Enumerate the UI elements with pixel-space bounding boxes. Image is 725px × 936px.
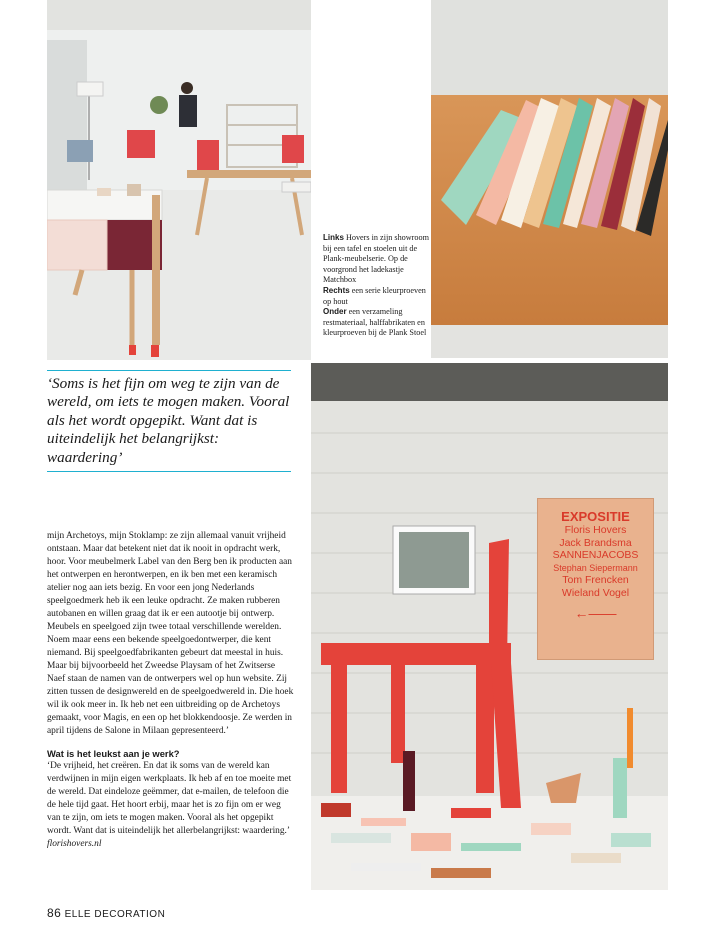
- caption-label-bottom: Onder: [323, 307, 347, 317]
- website-link[interactable]: florishovers.nl: [47, 839, 102, 849]
- body-paragraph: Meubels en speelgoed zijn twee totaal verschillende werelden. Noem maar eens een bekende speelgoedontwerper, die kent niemand. Bij speelgoedfabrikanten gebeurt dat meestal in huis. Maar bij bijvoorbeeld het Zweedse Playsam of het Zwitserse Naef staan de namen van de ontwerpers wel op hun website. Zij zitten tussen de designwereld en de speelgoedwereld in. Die hoek wil ik ook meer in. Ik heb net een uitbreiding op de Archetoys gemaakt, voor Magis, en een op het blokkendoosje. Ze werden in april tijdens de Salone in Milaan gepresenteerd.’: [47, 622, 294, 736]
- poster-name: Tom Frencken: [562, 574, 629, 586]
- caption-label-right: Rechts: [323, 285, 350, 295]
- page-number: 86: [47, 906, 62, 920]
- caption-text-left: Hovers in zijn showroom bij een tafel en stoelen uit de Plank-meubelserie. Op de voorgrond het ladekastje Matchbox: [323, 233, 429, 285]
- magazine-name: ELLE DECORATION: [64, 909, 166, 920]
- poster-name: Wieland Vogel: [561, 586, 630, 599]
- page-footer: [47, 906, 165, 920]
- wood-samples-illustration: [431, 0, 668, 358]
- arrow-left-icon: ←——: [574, 605, 617, 621]
- caption-label-left: Links: [323, 233, 344, 242]
- caption-text-bottom: een verzameling restmateriaal, halffabrikaten en kleurproeven bij de Plank Stoel: [323, 307, 427, 338]
- exhibition-photo: [311, 363, 668, 890]
- poster-name: Stephan Siepermann: [553, 562, 638, 573]
- exhibition-poster: [537, 498, 654, 660]
- interview-question: Wat is het leukst aan je werk?: [47, 748, 180, 759]
- body-paragraph: mijn Archetoys, mijn Stoklamp: ze zijn allemaal vanuit vrijheid ontstaan. Maar dat betekent niet dat ik nooit in opdracht werk, hoor. Voor meubelmerk Label van den Berg ben ik producten aan het ontwerpen en herontwerpen, en ik ben met een keramisch atelier nog aan iets bezig. En voor een jong Nederlands speelgoedmerk heb ik een leuke opdracht. Ze maken rubberen autobanen en willen graag dat ik er een autootje bij ontwerp.: [47, 531, 292, 619]
- article-body: [47, 530, 295, 851]
- poster-name: Jack Brandsma: [559, 536, 632, 549]
- poster-name: Floris Hovers: [564, 524, 627, 536]
- caption-text-right: een serie kleurproeven op hout: [323, 285, 426, 306]
- poster-title: EXPOSITIE: [561, 509, 630, 524]
- poster-name: SANNENJACOBS: [552, 549, 639, 561]
- wood-samples-photo: [431, 0, 668, 358]
- showroom-photo: [47, 0, 311, 360]
- interview-answer: ‘De vrijheid, het creëren. En dat ik soms van de wereld kan verdwijnen in mijn eigen werkplaats. Ik heb af en toe moeite met de wereld. Dat eindeloze geëmmer, dat e-mailen, de telefoon die de hele tijd gaat. Het hoort erbij, maar het is zo fijn om er weg van te zijn, om iets te mogen maken. Vooral als het opgepikt wordt. Want dat is uiteindelijk het allerbelangrijkst: waardering.’: [47, 761, 292, 836]
- photo-caption: [323, 233, 429, 339]
- showroom-illustration: [47, 0, 311, 360]
- pull-quote: ‘Soms is het fijn om weg te zijn van de wereld, om iets te mogen maken. Vooral als het wordt opgepikt. Want dat is uiteindelijk het belangrijkst: waardering’: [47, 370, 291, 472]
